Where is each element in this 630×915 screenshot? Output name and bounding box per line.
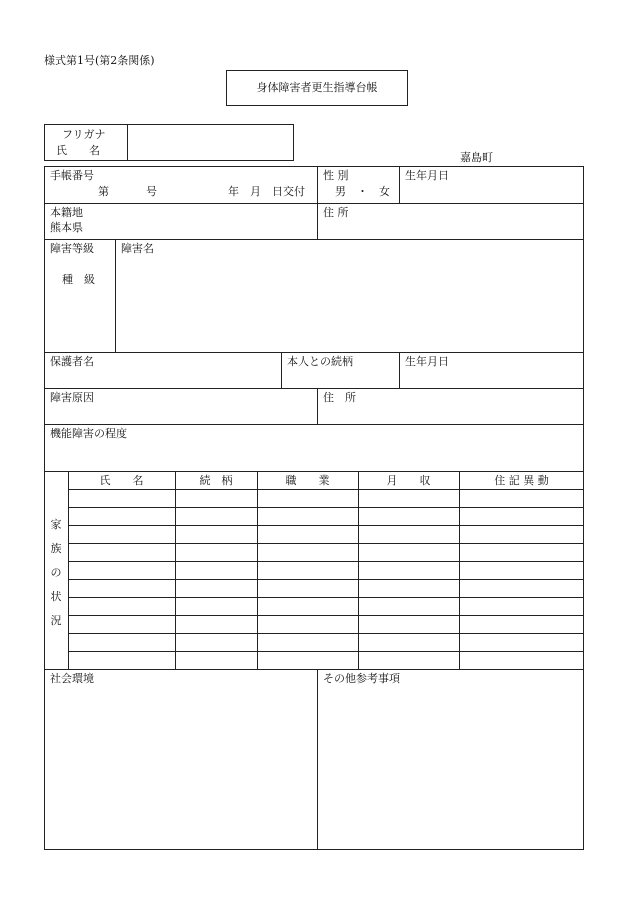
number-prefix: 第 (98, 185, 109, 198)
domicile-label: 本籍地 (50, 206, 83, 219)
family-header-relation: 続 柄 (199, 474, 233, 487)
sex-label: 性 別 (323, 169, 349, 182)
name-label: 氏 名 (56, 144, 100, 157)
family-header-residence: 住 記 異 動 (494, 474, 549, 487)
name-input-area[interactable] (128, 125, 293, 160)
prefecture: 熊本県 (50, 221, 83, 234)
other-notes-label: その他参考事項 (323, 672, 400, 685)
number-suffix: 号 (146, 185, 157, 198)
guardian-label: 保護者名 (50, 355, 94, 368)
disability-name-label: 障害名 (121, 242, 154, 255)
sex-options[interactable]: 男 ・ 女 (335, 185, 390, 198)
family-side-label: 家 族 の 状 況 (50, 518, 62, 627)
family-header-income: 月 収 (386, 474, 431, 487)
family-header-occupation: 職 業 (285, 474, 330, 487)
family-header-name: 氏 名 (99, 474, 144, 487)
class-label: 種 級 (62, 273, 95, 286)
cause-label: 障害原因 (50, 391, 94, 404)
social-environment-label: 社会環境 (50, 672, 94, 685)
page-title: 身体障害者更生指導台帳 (256, 81, 378, 94)
town-name: 嘉島町 (460, 151, 493, 164)
cause-address-label: 住 所 (323, 391, 356, 404)
relation-label: 本人との続柄 (287, 355, 353, 368)
guardian-birthdate-label: 生年月日 (405, 355, 449, 368)
address-label: 住 所 (323, 206, 349, 219)
birthdate-label: 生年月日 (405, 169, 449, 182)
function-degree-label: 機能障害の程度 (50, 427, 127, 440)
handbook-number-label: 手帳番号 (50, 169, 94, 182)
main-form (44, 166, 584, 850)
issue-date: 年 月 日交付 (228, 185, 305, 198)
disability-grade-label: 障害等級 (50, 242, 94, 255)
form-number: 様式第1号(第2条関係) (44, 54, 155, 67)
furigana-label: フリガナ (62, 128, 106, 141)
